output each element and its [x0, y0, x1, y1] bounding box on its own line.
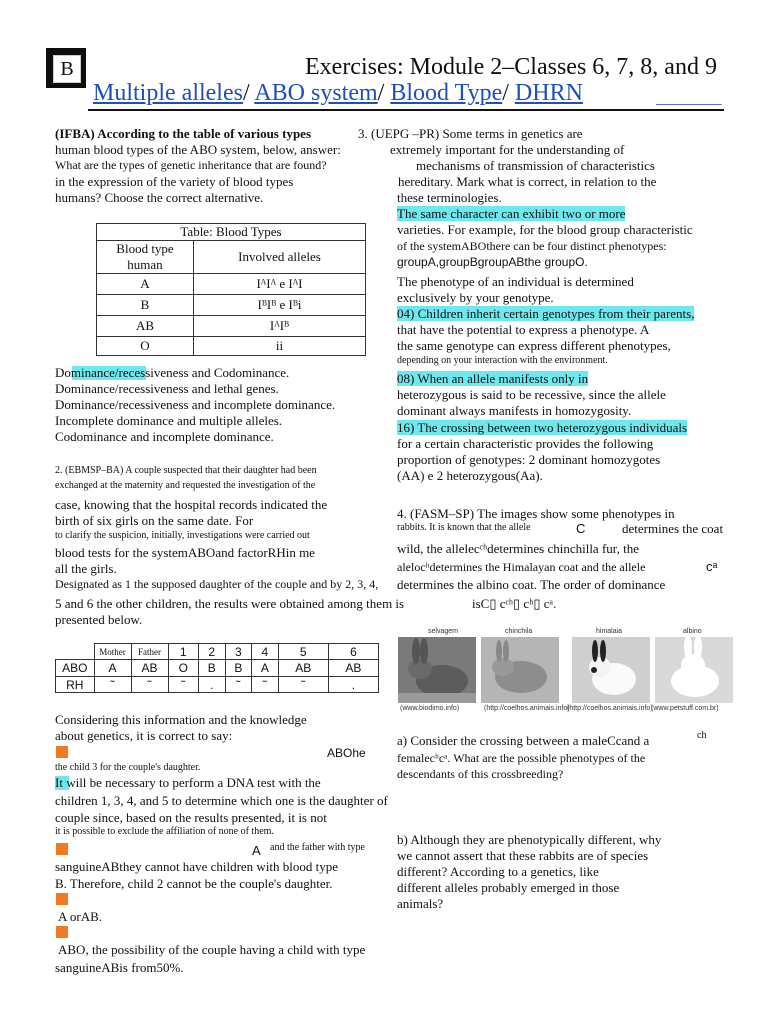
table-cell: AB: [328, 660, 378, 677]
q3-line: these terminologies.: [397, 190, 502, 205]
header-underline-short: [656, 104, 722, 105]
q2-line: to clarify the suspicion, initially, investigations were carried out: [55, 530, 310, 541]
q4-allele: C: [576, 521, 586, 536]
q4-b-line: we cannot assert that these rabbits are of species: [397, 848, 649, 863]
q1-line: What are the types of genetic inheritance that are found?: [55, 158, 327, 172]
q3-p4-line: heterozygous is said to be recessive, since the allele: [397, 387, 666, 402]
q2-line: Designated as 1 the supposed daughter of the couple and by 2, 3, 4,: [55, 577, 379, 591]
q2-line: 5 and 6 the other children, the results were obtained among them is: [55, 596, 405, 611]
table-header: 6: [328, 644, 378, 660]
q4-b-line: b) Although they are phenotypically different, why: [397, 832, 662, 847]
page-title: Exercises: Module 2–Classes 6, 7, 8, and 9: [305, 54, 717, 80]
q4-a-sup: ch: [697, 730, 707, 741]
q4-a-line: a) Consider the crossing between a maleCcand a: [397, 733, 650, 748]
table-cell: IᴬIᴬ e IᴬI: [194, 274, 366, 295]
link-dhrn[interactable]: DHRN: [514, 80, 583, 106]
q2-line: all the girls.: [55, 561, 117, 576]
table-cell: ABO: [56, 660, 95, 677]
q4-line: determines the coat: [622, 521, 724, 536]
rabbit-label: chinchila: [505, 628, 533, 635]
table-cell: .: [198, 677, 225, 693]
table-cell: .: [328, 677, 378, 693]
table-cell: IᴬIᴮ: [194, 316, 366, 337]
rabbit-wild-image: [398, 637, 476, 703]
q2-opt1-line: the child 3 for the couple's daughter.: [55, 762, 201, 773]
rabbit-credit: (http://coelhos.animais.info): [484, 705, 570, 712]
table-header: 5: [278, 644, 328, 660]
table-cell: A: [252, 660, 279, 677]
table-cell: AB: [131, 660, 168, 677]
q1-line: human blood types of the ABO system, below, answer:: [55, 142, 341, 157]
q2-line: exchanged at the maternity and requested the investigation of the: [55, 480, 316, 491]
q3-line: hereditary. Mark what is correct, in relation to the: [398, 174, 657, 189]
option-a[interactable]: Dominance/recessiveness and Codominance.: [55, 365, 290, 380]
sep: /: [242, 80, 250, 106]
q1-line: (IFBA) According to the table of various types: [55, 126, 312, 141]
q1-line: humans? Choose the correct alternative.: [55, 190, 264, 205]
rabbit-label: himalaia: [596, 628, 623, 635]
q4-line: determines the albino coat. The order of dominance: [397, 577, 666, 592]
table-header: 2: [198, 644, 225, 660]
option-marker[interactable]: [56, 893, 68, 905]
rabbit-label: selvagem: [428, 628, 458, 635]
rabbit-chinchilla-image: [481, 637, 559, 703]
q2-opt4: A orAB.: [58, 909, 103, 924]
q2-opt3-line: and the father with type: [270, 842, 365, 853]
q4-b-line: animals?: [397, 896, 444, 911]
header-rule: [88, 109, 724, 111]
q4-line: wild, the allelecᶜʰdetermines chinchilla fur, the: [397, 541, 639, 556]
rabbit-credit: (http://coelhos.animais.info): [567, 705, 653, 712]
table-cell: ˜: [278, 677, 328, 693]
q3-p1: [397, 207, 625, 220]
table-title: Table: Blood Types: [97, 224, 366, 241]
q3-line: 3. (UEPG –PR) Some terms in genetics are: [358, 126, 583, 141]
table-cell: ˜: [94, 677, 131, 693]
table-cell: O: [97, 337, 194, 356]
option-c[interactable]: Dominance/recessiveness and incomplete dominance.: [55, 397, 336, 412]
option-marker[interactable]: [56, 746, 68, 758]
header-links: [93, 81, 583, 105]
table-header: Mother: [94, 644, 131, 660]
rabbit-himalayan-image: [572, 637, 650, 703]
q3-p5-line: for a certain characteristic provides the following: [397, 436, 654, 451]
q1-line: in the expression of the variety of blood types: [55, 174, 294, 189]
q3-p5-line: (AA) e 2 heterozygous(Aa).: [397, 468, 543, 483]
q3-p1-line: of the systemABOthere can be four distinct phenotypes:: [397, 239, 667, 253]
q3-p1-line: groupA,groupBgroupABthe groupO.: [397, 255, 588, 269]
badge: [46, 48, 86, 88]
q3-line: mechanisms of transmission of characteristics: [416, 158, 655, 173]
table-header: 3: [225, 644, 252, 660]
col-header-alleles: Involved alleles: [194, 241, 366, 274]
table-cell: O: [168, 660, 198, 677]
q4-a-line: femalecʰcᵃ. What are the possible phenotypes of the: [397, 751, 646, 765]
table-cell: ii: [194, 337, 366, 356]
table-cell: ˜: [168, 677, 198, 693]
link-multiple-alleles[interactable]: Multiple alleles: [93, 80, 243, 106]
q2-opt3-line: B. Therefore, child 2 cannot be the couple's daughter.: [55, 876, 333, 891]
table-header: 4: [252, 644, 279, 660]
table-cell: A: [97, 274, 194, 295]
q4-a-line: descendants of this crossbreeding?: [397, 767, 564, 781]
q2-opt2-line: it is possible to exclude the affiliation of none of them.: [55, 826, 274, 837]
table-cell: RH: [56, 677, 95, 693]
q4-line: rabbits. It is known that the allele: [397, 522, 531, 533]
option-b[interactable]: Dominance/recessiveness and lethal genes.: [55, 381, 279, 396]
q2-opt2-line: couple since, based on the results presented, it is not: [55, 810, 327, 825]
table-cell: B: [225, 660, 252, 677]
option-e[interactable]: Codominance and incomplete dominance.: [55, 429, 274, 444]
rabbit-label: albino: [683, 628, 702, 635]
q4-allele: cᵃ: [706, 559, 718, 574]
q3-p4-line: [397, 372, 588, 385]
q3-p1-line: varieties. For example, for the blood group characteristic: [397, 222, 693, 237]
q3-p5-text: 16) The crossing between two heterozygous individuals: [397, 420, 688, 435]
q2-line: 2. (EBMSP–BA) A couple suspected that their daughter had been: [55, 465, 317, 476]
option-marker[interactable]: [56, 926, 68, 938]
rabbit-credit: (www.petstuff.com.br): [651, 705, 719, 712]
q2-line: presented below.: [55, 612, 143, 627]
q2-intro: about genetics, it is correct to say:: [55, 728, 233, 743]
q3-p5-line: [397, 421, 687, 434]
rabbit-credit: (www.biodimo.info): [400, 705, 460, 712]
link-blood-type[interactable]: Blood Type: [390, 80, 503, 106]
table-header: Father: [131, 644, 168, 660]
q3-p3-line: that have the potential to express a phenotype. A: [397, 322, 650, 337]
q2-opt3-line: A: [252, 843, 261, 858]
q3-p3-line: [397, 307, 694, 320]
q4-line: isC▯ cᶜʰ▯ cʰ▯ cᵃ.: [472, 596, 557, 611]
table-cell: AB: [97, 316, 194, 337]
option-marker[interactable]: [56, 843, 68, 855]
blood-types-table: [96, 223, 366, 356]
q2-opt3-line: sanguineABthey cannot have children with blood type: [55, 859, 339, 874]
table-cell: B: [97, 295, 194, 316]
table-cell: B: [198, 660, 225, 677]
table-cell: AB: [278, 660, 328, 677]
q2-line: birth of six girls on the same date. For: [55, 513, 254, 528]
sep: /: [502, 80, 509, 106]
rabbit-albino-image: [655, 637, 733, 703]
table-header: 1: [168, 644, 198, 660]
table-cell: ˜: [225, 677, 252, 693]
q3-p3-line: the same genotype can express different phenotypes,: [397, 338, 671, 353]
table-cell: [56, 644, 95, 660]
q2-opt5-line: sanguineABis from50%.: [55, 960, 184, 975]
table-cell: ˜: [252, 677, 279, 693]
blood-test-table: [55, 643, 379, 693]
q2-opt2-line: children 1, 3, 4, and 5 to determine which one is the daughter of: [55, 793, 388, 808]
q3-line: extremely important for the understanding of: [390, 142, 625, 157]
q2-intro: Considering this information and the knowledge: [55, 712, 307, 727]
col-header-blood-type: Blood type human: [97, 241, 194, 274]
q3-p2-line: The phenotype of an individual is determined: [397, 274, 634, 289]
option-d[interactable]: Incomplete dominance and multiple alleles.: [55, 413, 283, 428]
q4-b-line: different? According to a genetics, like: [397, 864, 599, 879]
table-cell: IᴮIᴮ e Iᴮi: [194, 295, 366, 316]
q4-b-line: different alleles probably emerged in those: [397, 880, 620, 895]
q3-p3-line: depending on your interaction with the environment.: [397, 355, 608, 366]
q3-p3-text: 04) Children inherit certain genotypes from their parents,: [397, 306, 695, 321]
q2-opt1-line: ABOhe: [327, 746, 366, 760]
table-cell: ˜: [131, 677, 168, 693]
badge-letter: B: [53, 55, 81, 83]
q3-p4-text: 08) When an allele manifests only in: [397, 371, 589, 386]
q2-opt5-line: ABO, the possibility of the couple having a child with type: [58, 942, 366, 957]
q2-line: blood tests for the systemABOand factorRHin me: [55, 545, 315, 560]
link-abo-system[interactable]: ABO system: [254, 80, 378, 106]
q3-p1-text: The same character can exhibit two or more: [397, 206, 626, 221]
q4-line: 4. (FASM–SP) The images show some phenotypes in: [397, 506, 675, 521]
q4-line: alelocʰdetermines the Himalayan coat and the allele: [397, 560, 646, 574]
q2-line: case, knowing that the hospital records indicated the: [55, 497, 328, 512]
q2-opt2-line: It will be necessary to perform a DNA test with the: [55, 775, 321, 790]
q3-p2-line: exclusively by your genotype.: [397, 290, 554, 305]
q3-p5-line: proportion of genotypes: 2 dominant homozygotes: [397, 452, 661, 467]
table-cell: A: [94, 660, 131, 677]
sep: /: [377, 80, 385, 106]
q3-p4-line: dominant always manifests in homozygosity.: [397, 403, 632, 418]
